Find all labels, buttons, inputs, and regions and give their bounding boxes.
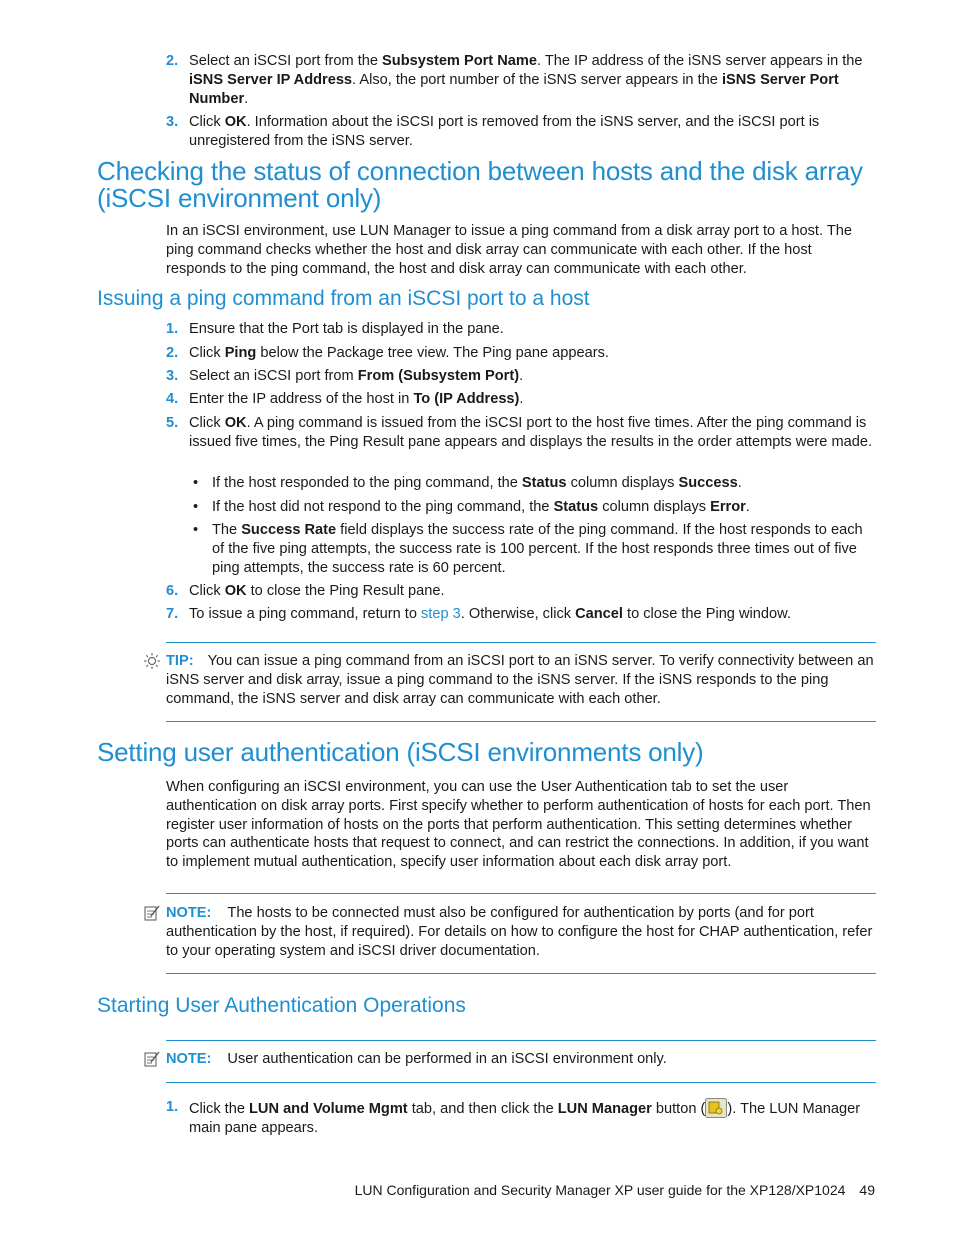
step-number: 3.: [166, 114, 179, 130]
subsection-heading: Issuing a ping command from an iSCSI port to a host: [97, 287, 590, 310]
step-number: 7.: [166, 606, 179, 622]
step-number: 1.: [166, 1099, 179, 1115]
note-text: The hosts to be connected must also be configured for authentication by ports (and for port authentication by the host, if required). For details on how to configure the host for CHAP authentication, refer to your operating system and iSCSI driver documentation.: [166, 905, 873, 959]
bullet-text: If the host responded to the ping command, the Status column displays Success.: [212, 475, 742, 491]
note-text: User authentication can be performed in an iSCSI environment only.: [227, 1051, 667, 1067]
step-3-link[interactable]: step 3: [421, 606, 461, 622]
section-heading: Checking the status of connection between hosts and the disk array (iSCSI environment only): [97, 156, 863, 213]
note-bottom-rule: [166, 973, 876, 974]
step-text-after: . Otherwise, click Cancel to close the Ping window.: [460, 606, 791, 622]
note-top-rule: [166, 1040, 876, 1041]
step-number: 3.: [166, 368, 179, 384]
section-heading: Setting user authentication (iSCSI environments only): [97, 737, 704, 767]
step-text-before: Click the LUN and Volume Mgmt tab, and then click the LUN Manager button (: [189, 1101, 706, 1117]
footer-title: LUN Configuration and Security Manager XP user guide for the XP128/XP1024: [354, 1182, 846, 1198]
step-number: 2.: [166, 53, 179, 69]
tip-text: You can issue a ping command from an iSCSI port to an iSNS server. To verify connectivity between an iSNS server and disk array, issue a ping command to the iSNS server. If the iSNS responds to the ping command, the iSNS server and disk array can communicate with each other.: [166, 653, 874, 707]
page-number: 49: [859, 1182, 875, 1198]
step-number: 5.: [166, 415, 179, 431]
note-icon: [143, 904, 161, 922]
bullet-text: The Success Rate field displays the success rate of the ping command. If the host responds to each of the five ping attempts, the success rate is 100 percent. If the host responds three times out of five ping attempts, the success rate is 60 percent.: [212, 522, 863, 576]
note-label: NOTE:: [166, 1051, 212, 1067]
step-text: Enter the IP address of the host in To (IP Address).: [189, 391, 524, 407]
bullet-marker: •: [193, 475, 199, 491]
note-box: [166, 1050, 876, 1069]
section-intro: When configuring an iSCSI environment, you can use the User Authentication tab to set the user authentication on disk array ports. First specify whether to perform authentication of hosts for each port. Then register user information of hosts on the ports that perform authentication. This setting determines whether ports can authenticate hosts that request to connect, and can restrict the connections. In addition, if you want to implement mutual authentication, specify user information about each disk array port.: [166, 779, 871, 871]
bullet-text: If the host did not respond to the ping command, the Status column displays Error.: [212, 499, 750, 515]
tip-lightbulb-icon: [143, 652, 161, 670]
step-text: Click Ping below the Package tree view. The Ping pane appears.: [189, 345, 609, 361]
step-text: Click OK. Information about the iSCSI port is removed from the iSNS server, and the iSCSI port is unregistered from the iSNS server.: [189, 114, 820, 149]
step-text: Select an iSCSI port from From (Subsystem Port).: [189, 368, 524, 384]
tip-box: [166, 652, 876, 708]
step-text: [189, 1098, 875, 1138]
tip-bottom-rule: [166, 721, 876, 722]
step-text-after: ). The LUN Manager main pane appears.: [189, 1101, 861, 1136]
step-number: 1.: [166, 321, 179, 337]
note-label: NOTE:: [166, 905, 212, 921]
section-intro: In an iSCSI environment, use LUN Manager to issue a ping command from a disk array port to a host. The ping command checks whether the host and disk array can communicate with each other. If the host responds to the ping command, the host and disk array can communicate with each other.: [166, 223, 852, 277]
note-top-rule: [166, 893, 876, 894]
step-text: Ensure that the Port tab is displayed in the pane.: [189, 321, 504, 337]
step-text: Click OK. A ping command is issued from the iSCSI port to the host five times. After the ping command is issued five times, the Ping Result pane appears and displays the results in the order attempts were made.: [189, 415, 873, 450]
step-text: Select an iSCSI port from the Subsystem Port Name. The IP address of the iSNS server appears in the iSNS Server IP Address. Also, the port number of the iSNS server appears in the iSNS Server Port Number.: [189, 53, 863, 107]
subsection-heading: Starting User Authentication Operations: [97, 994, 466, 1017]
step-text: Click OK to close the Ping Result pane.: [189, 583, 445, 599]
note-icon: [143, 1050, 161, 1068]
bullet-marker: •: [193, 522, 199, 538]
tip-label: TIP:: [166, 653, 194, 669]
step-text: [189, 605, 875, 624]
step-text-before: To issue a ping command, return to: [189, 606, 421, 622]
note-bottom-rule: [166, 1082, 876, 1083]
step-number: 2.: [166, 345, 179, 361]
tip-top-rule: [166, 642, 876, 643]
page-footer: [355, 1181, 875, 1199]
bullet-marker: •: [193, 499, 199, 515]
note-box: [166, 904, 876, 960]
step-number: 6.: [166, 583, 179, 599]
step-number: 4.: [166, 391, 179, 407]
lun-manager-button-icon: [705, 1098, 727, 1118]
